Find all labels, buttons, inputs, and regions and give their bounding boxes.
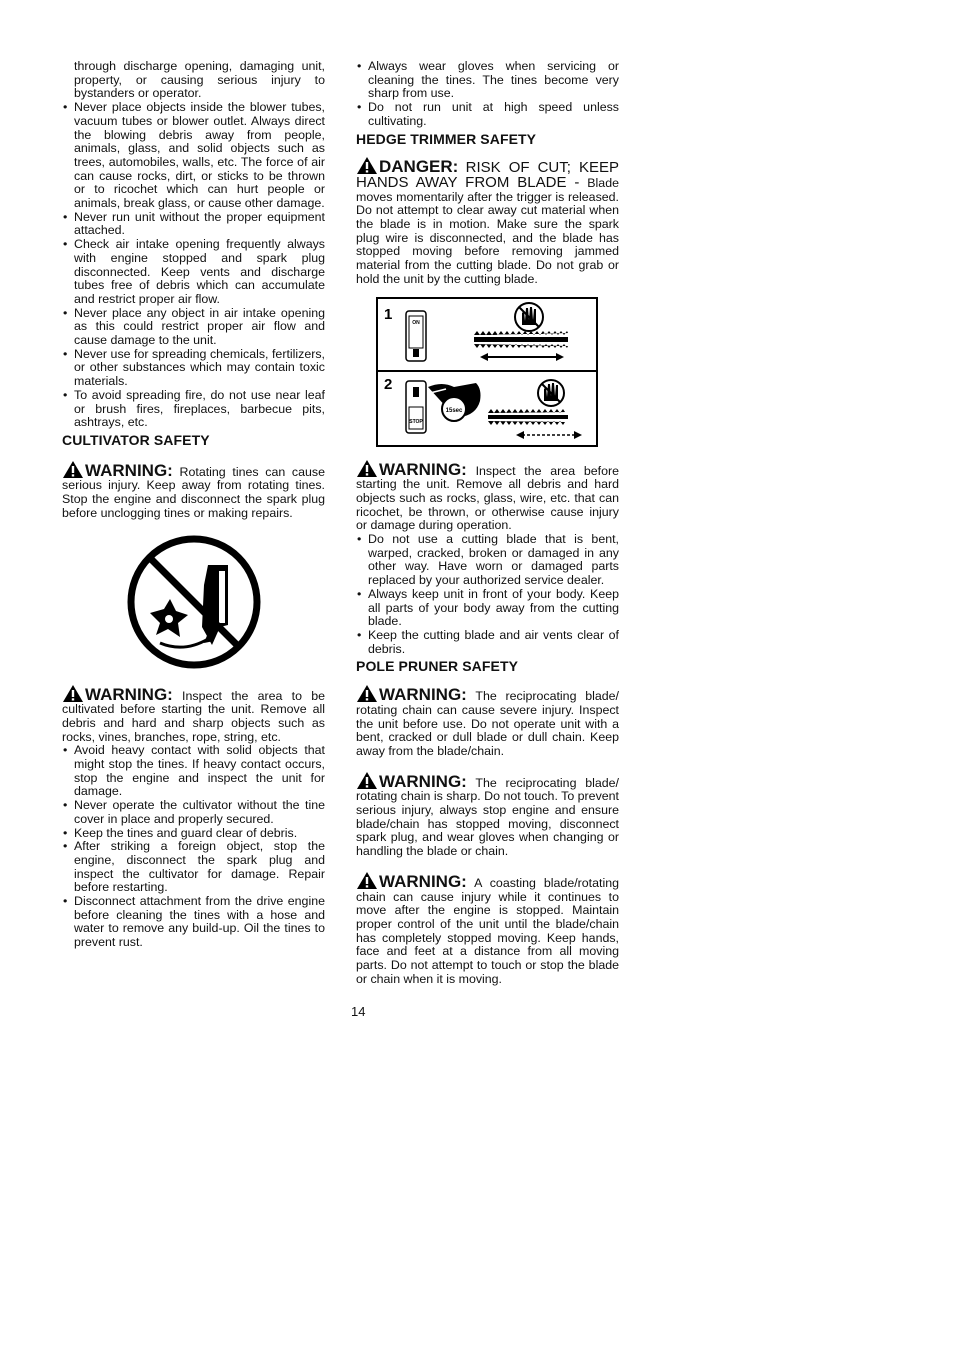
svg-text:STOP: STOP [409,418,423,425]
warning-rotating-tines [62,460,325,521]
warning-text: The reciprocating blade/ rotating chain is sharp. Do not touch. To prevent serious injury, always stop engine and ensure blade/chain has stopped moving, disconnect spark plug, and wear gloves when changing or handling the blade or chain. [356,775,620,859]
list-item: • Do not use a cutting blade that is bent, warped, cracked, broken or damaged in any other way. Have worn or damaged parts replaced by your authorized service dealer. [356,533,619,588]
list-item: • Disconnect attachment from the drive engine before cleaning the tines with a hose and water to remove any build-up. Oil the tines to prevent rust. [62,895,325,950]
no-hand-icon [538,380,564,406]
cultivator-safety-list-continued [356,60,619,129]
list-item: • Never place any object in air intake opening as this could restrict proper air flow and cause damage to the unit. [62,307,325,348]
warning-inspect-before-start [356,459,619,534]
danger-caps-text: RISK OF CUT; KEEP HANDS AWAY FROM BLADE [356,159,619,191]
warning-triangle-icon [356,156,378,175]
panel-number: 2 [384,375,393,393]
intro-continuation: through discharge opening, damaging unit, property, or causing serious injury to bystanders or operator. [74,59,325,101]
pole-pruner-safety-heading: POLE PRUNER SAFETY [356,658,519,675]
warning-sharp-chain [356,771,619,859]
warning-text: Rotating tines can cause serious injury. Keep away from rotating tines. Stop the engine and disconnect the spark plug before unclogging tines or making repairs. [62,464,325,520]
switch-stop-icon [406,381,426,433]
warning-text: The reciprocating blade/ rotating chain can cause severe injury. Inspect the unit before use. Do not operate unit with a bent, cracked or dull blade or dull chain. Keep away from the blade/chain. [356,689,620,758]
warning-triangle-icon [62,684,84,703]
warning-inspect-area [62,684,325,745]
danger-risk-of-cut: DANGER: RISK OF CUT; KEEP HANDS AWAY FROM BLADE - Blade moves momentarily after the trigger is released. Do not attempt to clear away cut material when the blade is in motion. Make sure the spark plug wire is disconnected, and the blade has stopped moving before removing jammed material from the cutting blade. Do not grab or hold the unit by the cutting blade. [356,157,619,286]
list-item: • To avoid spreading fire, do not use near leaf or brush fires, fireplaces, barbecue pits, ashtrays, etc. [62,389,325,430]
list-item: • Never place objects inside the blower tubes, vacuum tubes or blower outlet. Always direct the blowing debris away from people, animals, glass, and solid objects such as trees, automobiles, walls, etc. The force of air can cause rocks, dirt, or sticks to be thrown or to ricochet which can hurt people or animals, break glass, or cause other damage. [62,101,325,211]
warning-triangle-icon [356,459,378,478]
warning-label: WARNING: [379,771,467,791]
cultivator-safety-list [62,744,325,950]
svg-text:15sec: 15sec [445,407,463,414]
warning-severe-injury [356,684,619,759]
switch-on-icon [406,311,426,361]
danger-label: DANGER: [379,157,459,177]
hedge-trimmer-safety-heading: HEDGE TRIMMER SAFETY [356,130,537,147]
page-number: 14 [351,1004,366,1019]
hedge-trimmer-safety-list [356,533,619,656]
panel-number: 1 [384,305,393,323]
warning-text: Inspect the area to be cultivated before starting the unit. Remove all debris and hard and sharp objects such as rocks, vines, branches, rope, string, etc. [62,688,325,744]
svg-text:ON: ON [412,319,420,326]
left-column [62,60,325,950]
list-item: • Never operate the cultivator without the tine cover in place and properly secured. [62,799,325,826]
list-item: • Check air intake opening frequently always with engine stopped and spark plug disconnected. Keep vents and discharge tubes free of debris which can accumulate and restrict proper air flow. [62,238,325,307]
list-item: • Keep the cutting blade and air vents clear of debris. [356,629,619,656]
warning-label: WARNING: [85,684,173,704]
list-item: • Avoid heavy contact with solid objects that might stop the tines. If heavy contact occurs, stop the engine and inspect the unit for damage. [62,744,325,799]
list-item: • Always wear gloves when servicing or cleaning the tines. The tines become very sharp from use. [356,60,619,101]
hedge-trimmer-stop-figure [376,297,598,447]
blower-safety-list [62,101,325,430]
no-hand-icon [515,303,543,331]
list-item: • After striking a foreign object, stop the engine, disconnect the spark plug and inspect the cultivator for damage. Repair before restarting. [62,840,325,895]
list-item: • Always keep unit in front of your body. Keep all parts of your body away from the cutting blade. [356,588,619,629]
warning-label: WARNING: [85,460,173,480]
list-item: • Never use for spreading chemicals, fertilizers, or other substances which may contain toxic materials. [62,348,325,389]
warning-label: WARNING: [379,871,467,891]
warning-triangle-icon [356,771,378,790]
warning-label: WARNING: [379,459,467,479]
list-item: • Never run unit without the proper equipment attached. [62,211,325,238]
warning-triangle-icon [356,871,378,890]
warning-label: WARNING: [379,685,467,705]
list-item: • Keep the tines and guard clear of debris. [62,827,325,841]
right-column [356,60,619,986]
warning-triangle-icon [62,460,84,479]
timer-icon [442,397,466,421]
no-hands-near-tines-symbol [124,535,264,670]
cultivator-safety-heading: CULTIVATOR SAFETY [62,431,210,448]
warning-text: A coasting blade/rotating chain can cause injury while it continues to move after the engine is stopped. Maintain proper control of the unit until the blade/chain has completely stopped moving. Keep hands, face and feet at a distance from all moving parts. Do not attempt to touch or stop the blade or chain when it is moving. [356,875,619,986]
warning-triangle-icon [356,684,378,703]
warning-coasting-blade [356,871,619,987]
list-item: • Do not run unit at high speed unless cultivating. [356,101,619,128]
danger-text: Blade moves momentarily after the trigger is released. Do not attempt to clear away cut material when the blade is in motion. Make sure the spark plug wire is disconnected, and the blade has stopped moving before removing jammed material from the cutting blade. Do not grab or hold the unit by the cutting blade. [356,175,619,286]
warning-text: Inspect the area before starting the unit. Remove all debris and hard objects such as rocks, glass, wire, etc. that can ricochet, be thrown, or otherwise cause injury or damage during operation. [356,463,619,533]
